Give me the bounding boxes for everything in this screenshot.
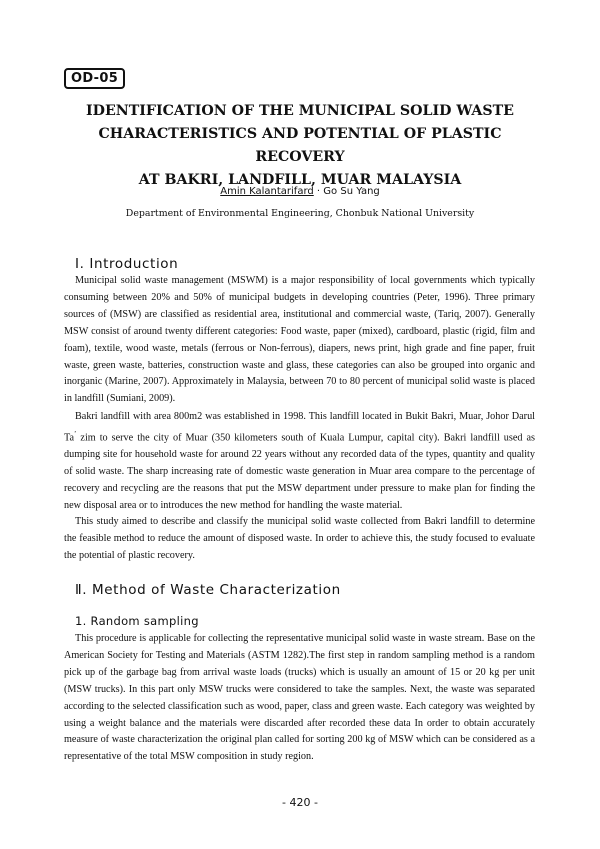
- intro-paragraph-2-part-2: zim to serve the city of Muar (350 kilometers south of Kuala Lumpur, capital city). Bakri landfill used as dumping site for household waste for around 22 years without any recorded data of the types, quantity and quality of solid waste. The sharp increasing rate of domestic waste generation in Muar area compare to the percentage of recovery and recycling are the reasons that put the MSW department under pressure to make plan for finding the new disposal area or to introduces the new method for handling the waste material.: [64, 432, 535, 511]
- superscript-mark: ’: [74, 429, 77, 438]
- page-number: - 420 -: [282, 796, 318, 809]
- intro-paragraph-2: [64, 409, 535, 515]
- author-1: Amin Kalantarifard: [220, 186, 314, 197]
- author-2: Go Su Yang: [323, 186, 380, 197]
- author-separator: ·: [313, 186, 324, 197]
- intro-paragraph-1: Municipal solid waste management (MSWM) is a major responsibility of local governments which typically consuming between 20% and 50% of municipal budgets in developing countries (Peter, 1996). Three primary sources of (MSW) are classified as residential area, institutional and commercial waste, (Tariq, 2007). Generally MSW consist of around twenty different categories: Food waste, paper (mixed), cardboard, plastic (rigid, film and foam), textile, wood waste, metals (ferrous or Non-ferrous), diapers, news print, high grade and fine paper, fruit waste, green waste, batteries, construction waste and glass, these categories can also be grouped into organic and inorganic (Marine, 2007). Approximately in Malaysia, between 70 to 80 percent of municipal solid waste is placed in landfill (Sumiani, 2009).: [64, 275, 535, 405]
- section-heading-introduction: Ⅰ. Introduction: [75, 256, 179, 272]
- section-heading-method: Ⅱ. Method of Waste Characterization: [75, 582, 341, 598]
- title-line-2: CHARACTERISTICS AND POTENTIAL OF PLASTIC RECOVERY: [98, 126, 502, 165]
- paper-title: [70, 100, 530, 192]
- subsection-heading-random-sampling: 1. Random sampling: [75, 614, 199, 628]
- affiliation: Department of Environmental Engineering, Chonbuk National University: [125, 208, 475, 219]
- title-line-3: AT BAKRI, LANDFILL, MUAR MALAYSIA: [138, 172, 462, 188]
- author-list: [0, 186, 600, 197]
- title-line-1: IDENTIFICATION OF THE MUNICIPAL SOLID WASTE: [86, 103, 514, 119]
- intro-paragraph-3: This study aimed to describe and classify the municipal solid waste collected from Bakri landfill to determine the feasible method to reduce the amount of disposed waste. In order to achieve this, the study focused to evaluate the potential of plastic recovery.: [64, 516, 535, 561]
- method-paragraph-1: This procedure is applicable for collecting the representative municipal solid waste in waste stream. Base on the American Society for Testing and Materials (ASTM 1282).The first step in random sampling method is a random pick up of the garbage bag from arrival waste loads (trucks) which is usually an amount of 15 or 20 kg per unit (MSW trucks). In this part only MSW trucks were considered to take the samples. Next, the waste was separated according to the selected classification such as wood, paper, class and green waste. Each category was weighted by using a weight balance and the materials were discarded after recorded these data In order to obtain accurately measure of waste characterization the original plan called for sorting 200 kg of MSW which can be considered as a representative of the total MSW composition in study region.: [64, 633, 535, 763]
- paper-code-tag: OD-05: [64, 68, 125, 89]
- intro-paragraph-2-part-1: Bakri landfill with area 800m2 was established in 1998. This landfill located in Bukit Bakri, Muar, Johor Darul Ta: [64, 411, 535, 444]
